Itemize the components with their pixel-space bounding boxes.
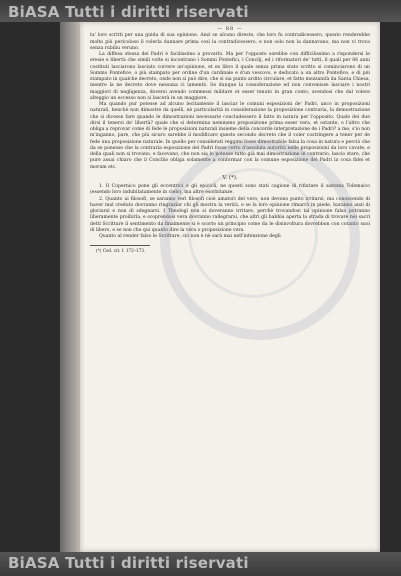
numbered-paragraph-2: 2. Quanto ai filosofi, se saranno veri filosofi cioè amatori del vero, non devono punto irritarsi, ma conoscendo di haver mal creduto dovranno ringraziar chi gli mostra la verità, e se la loro opinione rimarrà in piede, haranno anzi di gloriarsi e non di sdegnarsi. I Theologi non si doveranno irritare, perchè trovandosi tal opinione falsa potranno liberamente proibirla, e scoprendosi vera dovranno rallegrarsi, che altri gli habbia aperta la strada di trovare nei sacri detti Scritture il sentimento da finalmente si è scorto un principio come da le disinvoltura dovrebbon con cotanto suoi di libero, e se non che qui quanto dire la vera o proposizione vera. <box>90 196 370 233</box>
page-content <box>90 26 370 254</box>
footnote-divider <box>90 245 150 246</box>
watermark-top: BiASA Tutti i diritti riservati <box>8 3 249 21</box>
page-number: — 88 — <box>217 26 243 32</box>
footnote: (*) Cod. cit. f. 172–173. <box>96 248 146 254</box>
paragraph-3: Ma quando pur potesse ad alcuno lecitamente il lasciar le comuni esposizioni de' Padri, anco in proposizioni naturali, benchè non dimostre da quelli, nè particolarità in considerazione la proposizione contraria, la demostrazione che si dicesse fare quando le dimostrazioni necessarie concludessero il fatto in natura per l'opposito. Quale dei due dirsi il tenersi de' libertà? quale che si determina nemmeno proposizione prima esser vera, et ostante, o l'altro che obliga a reprovar come di fede le proposizioni naturali insieme della concorde interpretazione de i Padri? a me, s'io non m'inganno, pare, che più sicuro sarebbe il modificare questo secondo decreto che il voler costringere a tener per de fede una proposizione naturale. In quello per considerati reggimi fosse dimostrabile falsa la cosa in natura e perciò che da se ponesse che la contraria esposizione del Padri fosse certo d'assoluta autorità nelle proposizioni da loro cavate, e della quali non si trovano, e facevano, che non sia lo potesse tutto già mai dimostrazione in contrario, lascio stare, che pure assai chiaro che il Concilio obliga solamente a conformar con la comune esposizione dei Padri la cosa fidei et morum etc. <box>90 102 370 170</box>
section-heading: V. (*). <box>222 174 238 181</box>
paragraph-1: ta' loro scritti per una guida di sua opinione. Anzi se alcuno direste, che loro fu contradicessero, questo renderebbe molto più pericoloso il volerla dannare prima così la contradicessero, e non solo non la dannavano, ma non vi trova senza rubiliu veruno. <box>90 33 370 51</box>
numbered-paragraph-3: Quanto al render falso le Scritture, ciò non è nè sarà mai nell'intenzione degli <box>99 234 281 239</box>
watermark-bottom: BiASA Tutti i diritti riservati <box>8 554 249 572</box>
numbered-paragraph-1: 1. Il Copernico pone gli eccentrici e gli epicicli, ne questi sono stati cagione di rifiutare il sistema Tolemaico (essendo loro indubitatamente in cielo), ma altre esorbitanze. <box>90 184 370 196</box>
document-page <box>80 22 380 552</box>
paragraph-2: La diffesa stessa dei Padri è facilissimo a provarlo. Ma per l'opposto sarebbe con difficilissimo a rispondersi le eresie e libertà che simili volte si incontrano i Sommi Pontefici, i Concilj, ed i riformatori de' tutti, il quali per 86 anni costituti lasciarono lasciato correre un'opinione, et ex libro il quale senza prima stato scritto si cominciarono di un Sommo Pontefice, o più stampato per ordine d'un cardinale e d'un vescovo, e dedicato a un altro Pontefice, e di più stampato in qualche decreto, onde non si può dire, che si sia punto ardito circulare, et fatto mezzanità da Santa Chiesa, mentre la ne decreto dove nessuna ci lamentò. Se dunque la considerazione ed non convenisse lasciare i nostri maggiori di negligenza, doversi avendo commessi militare et esser tenuto in gran conto, avendosi che dal volere alteggio un eccesso non si lascerà in un maggiore. <box>90 52 371 101</box>
page-gutter <box>60 22 80 552</box>
